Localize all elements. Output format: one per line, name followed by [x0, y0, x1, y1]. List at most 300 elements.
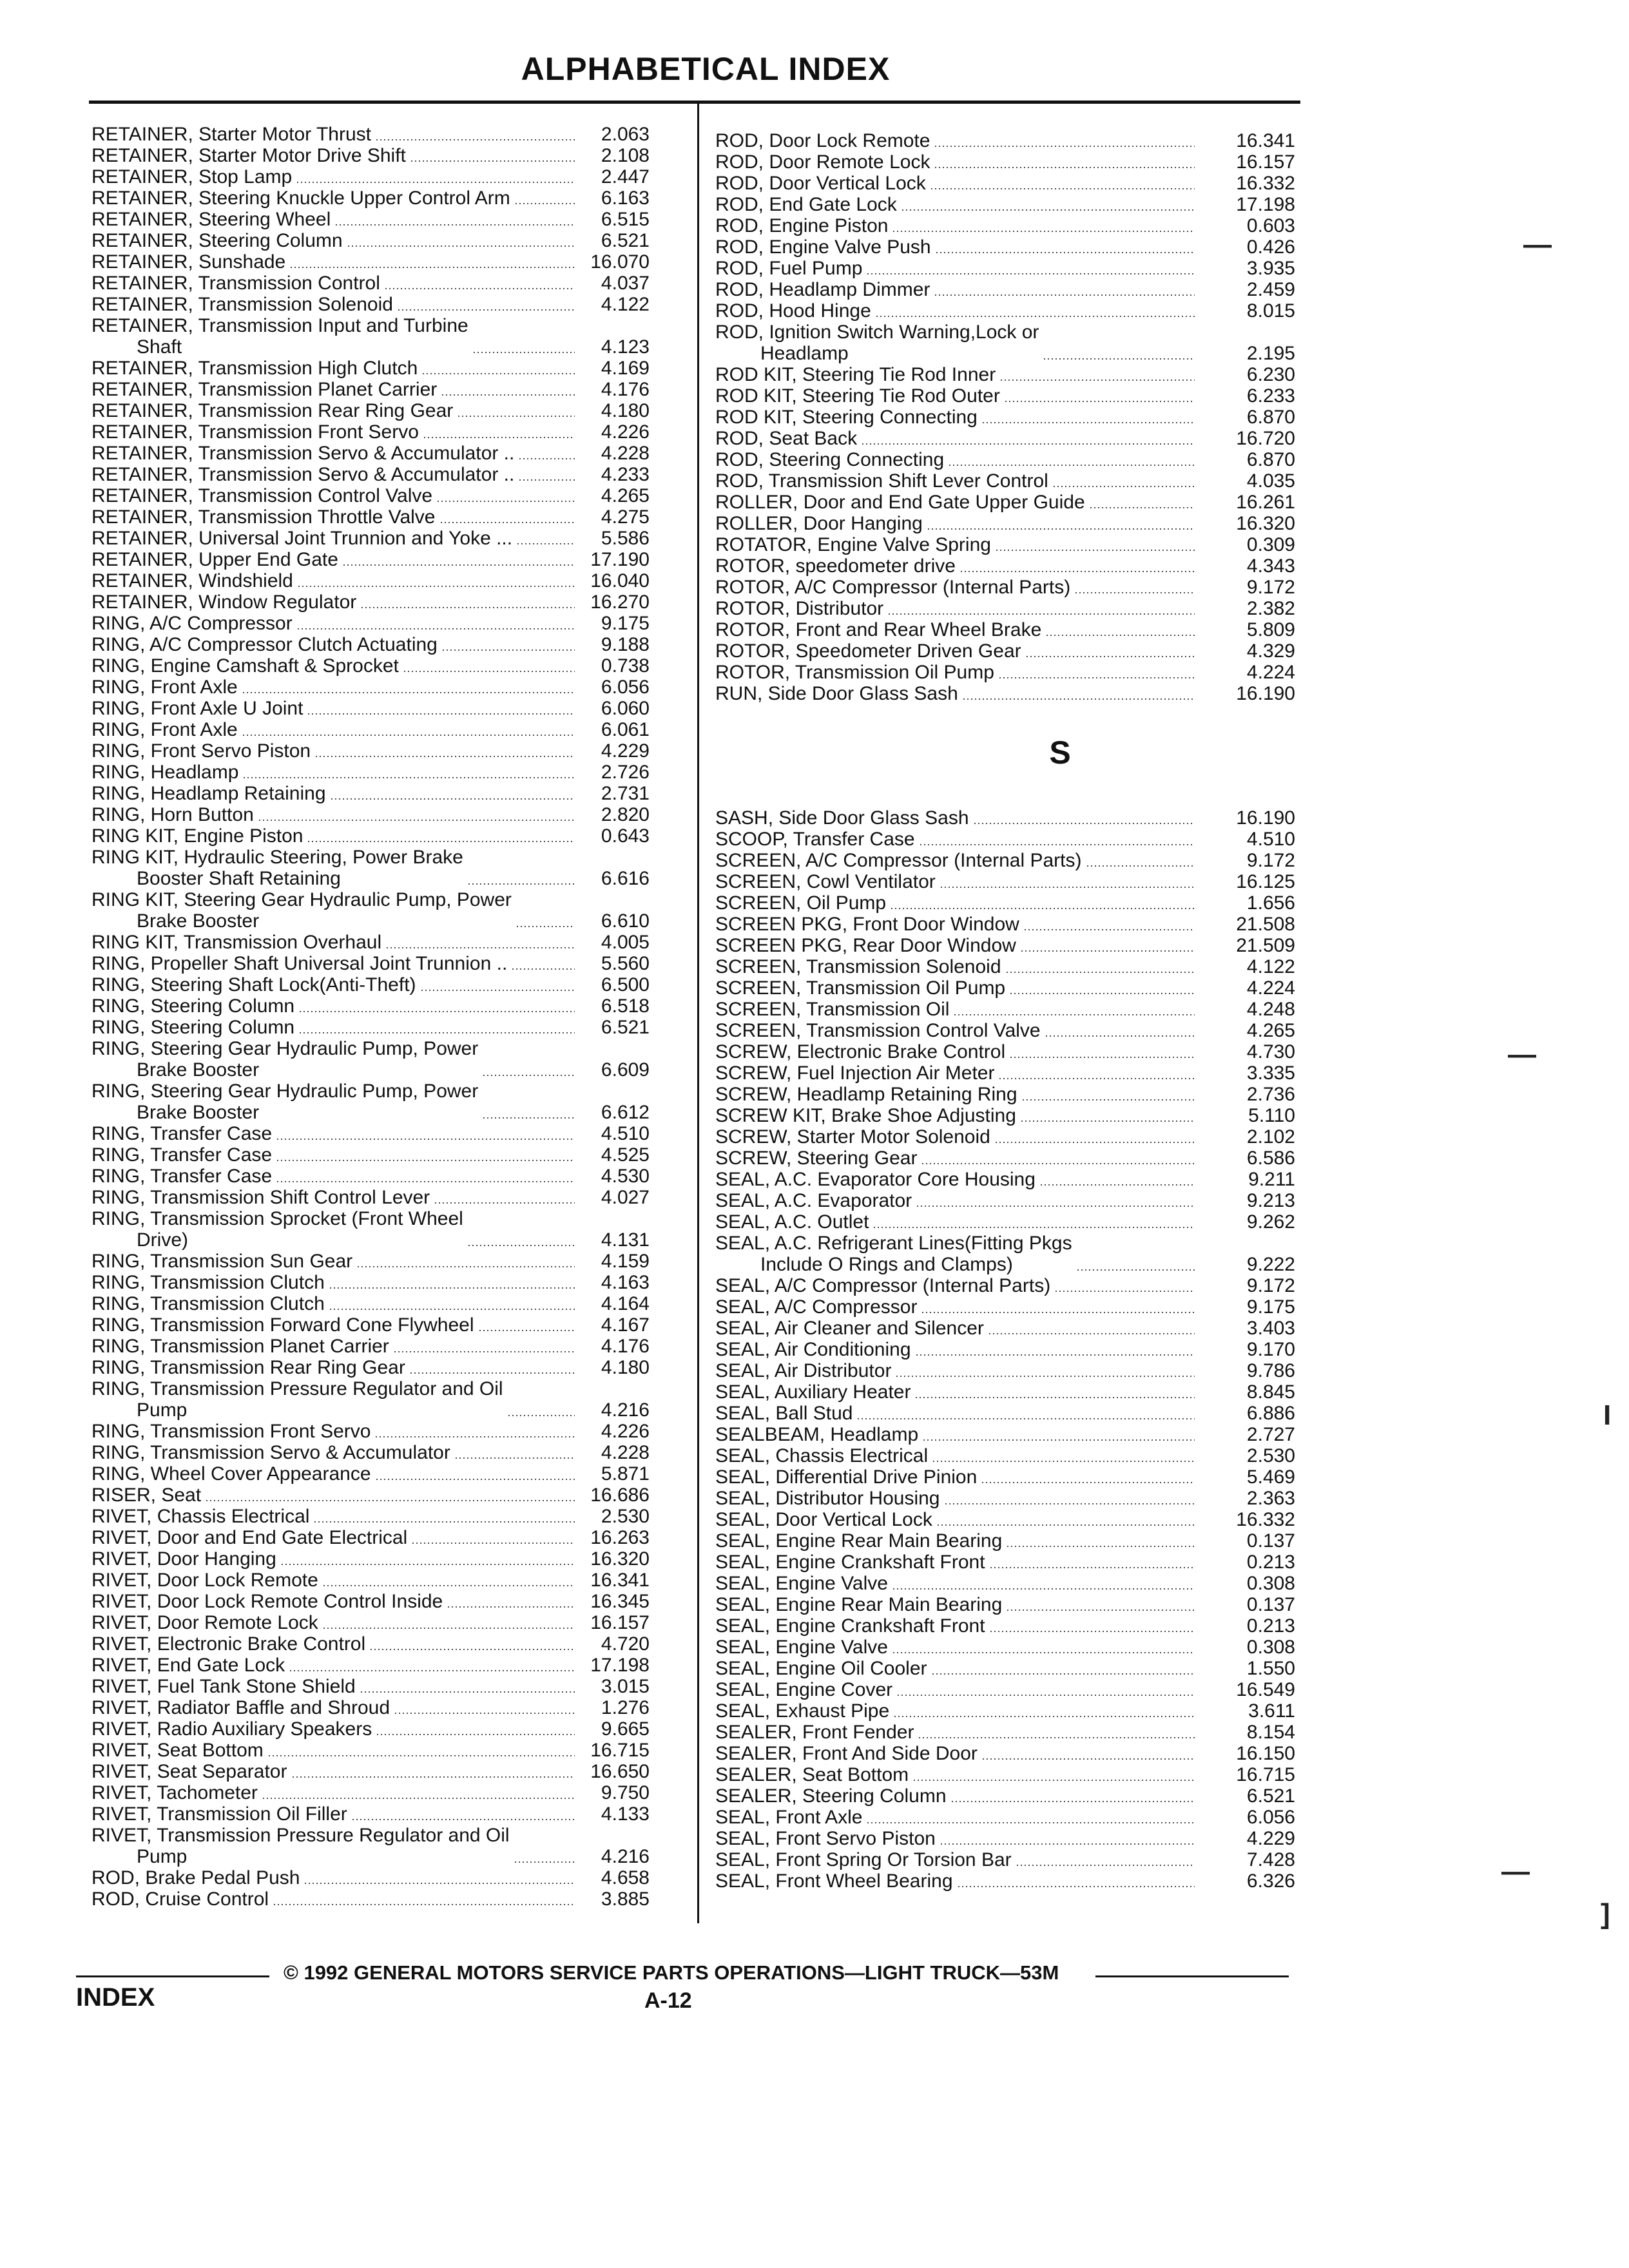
page-reference: 6.326	[1246, 1870, 1295, 1892]
entry-label: RIVET, Chassis Electrical	[92, 1506, 310, 1527]
page-reference: 2.382	[1246, 598, 1295, 619]
entry-label: RIVET, Door Remote Lock	[92, 1612, 318, 1633]
index-entry	[715, 956, 1295, 977]
dot-leader	[516, 543, 575, 544]
index-entry	[715, 1020, 1295, 1041]
entry-label: RISER, Seat	[92, 1485, 202, 1506]
page-reference: 4.329	[1246, 640, 1295, 662]
entry-label: RING, Transfer Case	[92, 1166, 273, 1187]
page-reference: 2.530	[601, 1506, 650, 1527]
index-entry	[715, 513, 1295, 534]
index-entry	[92, 230, 650, 251]
entry-label: SEAL, Air Distributor	[715, 1360, 892, 1381]
entry-label: SEAL, Air Conditioning	[715, 1339, 911, 1360]
dot-leader	[1009, 993, 1195, 994]
index-entry	[92, 485, 650, 506]
entry-label: SEAL, Front Axle	[715, 1807, 863, 1828]
dot-leader	[866, 1822, 1195, 1823]
dot-leader	[927, 528, 1195, 530]
entry-label: RETAINER, Transmission Rear Ring Gear	[92, 400, 454, 421]
footer-section: INDEX	[76, 1983, 155, 2012]
index-entry	[715, 914, 1295, 935]
page-reference: 6.515	[601, 209, 650, 230]
entry-label: RING, Front Servo Piston	[92, 740, 311, 762]
page-reference: 4.180	[601, 1357, 650, 1378]
index-entry	[715, 1105, 1295, 1126]
entry-label: SEAL, Door Vertical Lock	[715, 1509, 932, 1530]
dot-leader	[989, 1631, 1195, 1632]
margin-mark: —	[1501, 1856, 1530, 1887]
entry-label: RING, Propeller Shaft Universal Joint Trunnion ..	[92, 953, 508, 974]
page-reference: 4.027	[601, 1187, 650, 1208]
page-reference: 9.175	[1246, 1296, 1295, 1318]
page-reference: 4.122	[601, 294, 650, 315]
page-reference: 16.320	[590, 1548, 650, 1570]
index-entry	[92, 1336, 650, 1357]
footer-copyright: © 1992 GENERAL MOTORS SERVICE PARTS OPERATIONS—LIGHT TRUCK—53M	[284, 1961, 1059, 1984]
index-entry	[715, 1679, 1295, 1700]
dot-leader	[409, 1372, 575, 1374]
page-reference: 2.820	[601, 804, 650, 825]
column-divider	[697, 103, 699, 1923]
index-entry	[92, 1548, 650, 1570]
entry-label: ROD, Door Remote Lock	[715, 151, 930, 173]
dot-leader	[360, 1691, 575, 1693]
page-reference: 2.363	[1246, 1488, 1295, 1509]
index-entry	[92, 145, 650, 166]
entry-label: RETAINER, Transmission Throttle Valve	[92, 506, 436, 528]
dot-leader	[298, 1011, 575, 1012]
page-reference: 3.885	[601, 1888, 650, 1910]
entry-label: SEAL, Air Cleaner and Silencer	[715, 1318, 984, 1339]
index-entry	[92, 1633, 650, 1655]
page-reference: 16.263	[590, 1527, 650, 1548]
entry-label: SCREEN PKG, Rear Door Window	[715, 935, 1016, 956]
page-reference: 17.190	[590, 549, 650, 570]
index-entry	[92, 783, 650, 804]
index-entry	[715, 322, 1295, 364]
dot-leader	[334, 224, 575, 226]
dot-leader	[454, 1457, 575, 1459]
right-column	[715, 130, 1295, 1892]
index-entry	[92, 1591, 650, 1612]
dot-leader	[944, 1503, 1195, 1504]
index-entry	[92, 1293, 650, 1314]
page-reference: 5.560	[601, 953, 650, 974]
dot-leader	[901, 209, 1195, 211]
index-entry	[92, 1463, 650, 1485]
dot-leader	[482, 1075, 575, 1076]
index-entry	[715, 1785, 1295, 1807]
index-entry	[715, 935, 1295, 956]
dot-leader	[932, 1461, 1195, 1462]
page-reference: 16.070	[590, 251, 650, 273]
index-entry	[715, 807, 1295, 829]
page-reference: 3.935	[1246, 258, 1295, 279]
index-entry	[715, 173, 1295, 194]
page-reference: 4.005	[601, 932, 650, 953]
entry-label-line1: RING, Transmission Pressure Regulator and Oil	[92, 1378, 503, 1399]
dot-leader	[872, 1227, 1195, 1228]
page-reference: 2.727	[1246, 1424, 1295, 1445]
index-entry	[715, 577, 1295, 598]
entry-label-line1: RING, Transmission Sprocket (Front Wheel	[92, 1208, 463, 1229]
entry-label: RING, Transmission Shift Control Lever	[92, 1187, 430, 1208]
page-reference: 9.175	[601, 613, 650, 634]
entry-label	[92, 315, 468, 358]
page-reference: 9.750	[601, 1782, 650, 1803]
index-entry	[715, 598, 1295, 619]
dot-leader	[916, 1206, 1195, 1207]
page-reference: 4.228	[601, 1442, 650, 1463]
index-entry	[92, 1676, 650, 1697]
page-reference: 16.686	[590, 1485, 650, 1506]
dot-leader	[280, 1564, 575, 1565]
page-reference: 9.262	[1246, 1211, 1295, 1233]
entry-label: ROTOR, Distributor	[715, 598, 884, 619]
page-reference: 16.270	[590, 591, 650, 613]
entry-label: RING, Transmission Planet Carrier	[92, 1336, 389, 1357]
index-entry	[715, 428, 1295, 449]
index-entry	[715, 1211, 1295, 1233]
page-reference: 1.276	[601, 1697, 650, 1718]
dot-leader	[918, 1737, 1195, 1738]
entry-label: SEAL, Front Spring Or Torsion Bar	[715, 1849, 1012, 1870]
dot-leader	[518, 479, 575, 481]
entry-label: SCREEN PKG, Front Door Window	[715, 914, 1019, 935]
index-entry	[715, 1084, 1295, 1105]
page-reference: 6.870	[1246, 449, 1295, 470]
entry-label: RING, Transmission Front Servo	[92, 1421, 371, 1442]
page-reference: 9.170	[1246, 1339, 1295, 1360]
index-entry	[715, 385, 1295, 407]
index-entry	[92, 400, 650, 421]
index-entry	[92, 1081, 650, 1123]
entry-label: SEAL, Engine Crankshaft Front	[715, 1552, 985, 1573]
index-entry	[715, 407, 1295, 428]
entry-label: ROD KIT, Steering Tie Rod Inner	[715, 364, 996, 385]
entry-label-line1: ROD, Ignition Switch Warning,Lock or	[715, 322, 1039, 343]
dot-leader	[922, 1439, 1195, 1441]
dot-leader	[856, 1418, 1195, 1419]
dot-leader	[914, 1397, 1195, 1398]
entry-label: SCREW, Starter Motor Solenoid	[715, 1126, 990, 1148]
entry-label: SCREW, Fuel Injection Air Meter	[715, 1062, 995, 1084]
dot-leader	[511, 968, 575, 970]
index-entry	[92, 273, 650, 294]
dot-leader	[276, 1139, 575, 1140]
dot-leader	[518, 458, 575, 459]
index-entry	[715, 492, 1295, 513]
index-entry	[715, 1552, 1295, 1573]
index-entry	[92, 315, 650, 358]
entry-label: SCREEN, Transmission Oil	[715, 999, 950, 1020]
dot-leader	[1021, 1099, 1195, 1100]
index-entry	[92, 1442, 650, 1463]
entry-label: RING, Front Axle U Joint	[92, 698, 304, 719]
index-entry	[92, 1314, 650, 1336]
index-entry	[715, 215, 1295, 236]
entry-label: RING, Headlamp	[92, 762, 239, 783]
dot-leader	[998, 1078, 1195, 1079]
title-rule	[89, 101, 1300, 104]
dot-leader	[374, 1436, 575, 1437]
index-entry	[715, 1360, 1295, 1381]
dot-leader	[410, 160, 575, 162]
page-number: A-12	[644, 1988, 692, 2013]
index-entry	[92, 1570, 650, 1591]
page-reference: 4.265	[1246, 1020, 1295, 1041]
entry-label: SCREEN, Transmission Solenoid	[715, 956, 1001, 977]
index-entry	[715, 640, 1295, 662]
page-reference: 4.123	[601, 336, 650, 358]
entry-label-line1: RING KIT, Hydraulic Steering, Power Brake	[92, 847, 463, 868]
entry-label: RETAINER, Starter Motor Drive Shift	[92, 145, 406, 166]
dot-leader	[940, 887, 1195, 888]
dot-leader	[514, 203, 575, 204]
entry-label: SEAL, Engine Valve	[715, 1573, 888, 1594]
entry-label: SASH, Side Door Glass Sash	[715, 807, 969, 829]
page-reference: 4.176	[601, 379, 650, 400]
page-reference: 4.180	[601, 400, 650, 421]
index-entry	[92, 698, 650, 719]
page-reference: 3.403	[1246, 1318, 1295, 1339]
entry-label: RING, Steering Column	[92, 995, 295, 1017]
entry-label: SCREW KIT, Brake Shoe Adjusting	[715, 1105, 1016, 1126]
entry-label: SCREW, Electronic Brake Control	[715, 1041, 1006, 1062]
entry-label: RING, Transmission Clutch	[92, 1293, 325, 1314]
page-reference: 16.650	[590, 1761, 650, 1782]
page-reference: 21.509	[1236, 935, 1295, 956]
page-reference: 9.172	[1246, 1275, 1295, 1296]
entry-label-continuation: Pump	[137, 1399, 188, 1421]
entry-label: ROD, Brake Pedal Push	[92, 1867, 300, 1888]
page-reference: 6.616	[601, 868, 650, 889]
index-entry	[715, 1828, 1295, 1849]
index-entry	[715, 1594, 1295, 1615]
dot-leader	[931, 1673, 1195, 1675]
entry-label-continuation: Booster Shaft Retaining	[137, 868, 341, 889]
entry-label: RETAINER, Transmission High Clutch	[92, 358, 418, 379]
entry-label: SEALBEAM, Headlamp	[715, 1424, 919, 1445]
page-reference: 0.137	[1246, 1594, 1295, 1615]
page-reference: 7.428	[1246, 1849, 1295, 1870]
entry-label: RING, Steering Column	[92, 1017, 295, 1038]
index-entry	[715, 683, 1295, 704]
page-reference: 4.730	[1246, 1041, 1295, 1062]
dot-leader	[267, 1755, 575, 1756]
page-reference: 4.229	[601, 740, 650, 762]
entry-label-continuation: Drive)	[137, 1229, 188, 1251]
entry-label: SCREW, Headlamp Retaining Ring	[715, 1084, 1017, 1105]
entry-label: ROTOR, Transmission Oil Pump	[715, 662, 994, 683]
index-entry	[715, 279, 1295, 300]
index-entry	[715, 1658, 1295, 1679]
entry-label: SEALER, Front Fender	[715, 1722, 914, 1743]
page-reference: 4.226	[601, 421, 650, 443]
page-reference: 8.154	[1246, 1722, 1295, 1743]
page-reference: 0.213	[1246, 1552, 1295, 1573]
page-title: ALPHABETICAL INDEX	[521, 51, 891, 87]
dot-leader	[892, 1652, 1195, 1653]
page-reference: 16.332	[1236, 173, 1295, 194]
index-entry	[92, 953, 650, 974]
entry-label	[92, 1825, 510, 1867]
page-reference: 0.308	[1246, 1637, 1295, 1658]
index-entry	[92, 847, 650, 889]
page-reference: 0.309	[1246, 534, 1295, 555]
index-entry	[715, 300, 1295, 322]
dot-leader	[1089, 507, 1195, 508]
entry-label-continuation: Include O Rings and Clamps)	[760, 1254, 1013, 1275]
dot-leader	[981, 1482, 1195, 1483]
index-entry	[715, 1743, 1295, 1764]
entry-label: SEAL, Differential Drive Pinion	[715, 1466, 978, 1488]
dot-leader	[989, 1567, 1195, 1568]
dot-leader	[890, 908, 1195, 909]
entry-label: RING, Transmission Rear Ring Gear	[92, 1357, 405, 1378]
index-entry	[715, 1764, 1295, 1785]
entry-label: SEAL, Engine Rear Main Bearing	[715, 1594, 1003, 1615]
dot-leader	[375, 139, 575, 140]
dot-leader	[342, 564, 575, 566]
entry-label: ROTOR, Speedometer Driven Gear	[715, 640, 1021, 662]
page-reference: 2.447	[601, 166, 650, 187]
index-entry	[715, 151, 1295, 173]
page-reference: 0.213	[1246, 1615, 1295, 1637]
dot-leader	[421, 373, 575, 374]
dot-leader	[959, 571, 1195, 572]
page-reference: 0.738	[601, 655, 650, 677]
dot-leader	[1006, 1610, 1195, 1611]
page-reference: 16.320	[1236, 513, 1295, 534]
footer-rule	[76, 1975, 269, 1977]
page-reference: 4.216	[601, 1846, 650, 1867]
page-reference: 9.172	[1246, 850, 1295, 871]
index-entry	[715, 1870, 1295, 1892]
entry-label-line1: RIVET, Transmission Pressure Regulator and Oil	[92, 1825, 510, 1846]
entry-label: SEALER, Seat Bottom	[715, 1764, 909, 1785]
dot-leader	[861, 443, 1195, 445]
dot-leader	[514, 1861, 575, 1863]
index-entry	[715, 1573, 1295, 1594]
index-entry	[715, 1381, 1295, 1403]
page-reference: 21.508	[1236, 914, 1295, 935]
entry-label	[715, 322, 1039, 364]
dot-leader	[322, 1585, 575, 1586]
page-reference: 6.060	[601, 698, 650, 719]
dot-leader	[329, 1309, 575, 1310]
entry-label	[715, 1233, 1072, 1275]
entry-label: RIVET, Door and End Gate Electrical	[92, 1527, 408, 1548]
page-reference: 4.224	[1246, 662, 1295, 683]
entry-label: RING, Engine Camshaft & Sprocket	[92, 655, 399, 677]
index-entry	[92, 740, 650, 762]
page-reference: 16.341	[590, 1570, 650, 1591]
page-reference: 4.658	[601, 1867, 650, 1888]
dot-leader	[887, 613, 1195, 615]
dot-leader	[439, 522, 575, 523]
dot-leader	[1076, 1269, 1195, 1271]
page-reference: 9.665	[601, 1718, 650, 1740]
entry-label: RETAINER, Transmission Servo & Accumulator ..	[92, 443, 515, 464]
dot-leader	[1052, 486, 1195, 487]
page-reference: 3.015	[601, 1676, 650, 1697]
dot-leader	[1045, 635, 1195, 636]
dot-leader	[467, 883, 575, 885]
page-reference: 16.190	[1236, 807, 1295, 829]
page-reference: 4.510	[601, 1123, 650, 1144]
entry-label: RIVET, Radio Auxiliary Speakers	[92, 1718, 372, 1740]
index-entry	[92, 1208, 650, 1251]
margin-mark: I	[1603, 1399, 1612, 1431]
entry-label: ROD, Headlamp Dimmer	[715, 279, 930, 300]
page-reference: 6.233	[1246, 385, 1295, 407]
page-reference: 6.610	[601, 910, 650, 932]
dot-leader	[242, 777, 575, 778]
index-entry	[715, 829, 1295, 850]
index-entry	[92, 1017, 650, 1038]
page-reference: 16.715	[1236, 1764, 1295, 1785]
page-reference: 17.198	[590, 1655, 650, 1676]
entry-label	[92, 1081, 478, 1123]
page-reference: 6.521	[601, 230, 650, 251]
entry-label: ROD, End Gate Lock	[715, 194, 897, 215]
page-reference: 9.222	[1246, 1254, 1295, 1275]
dot-leader	[1020, 950, 1195, 952]
dot-leader	[482, 1117, 575, 1119]
dot-leader	[934, 146, 1195, 147]
page-reference: 2.063	[601, 124, 650, 145]
page-reference: 0.137	[1246, 1530, 1295, 1552]
dot-leader	[892, 231, 1195, 232]
page-reference: 6.163	[601, 187, 650, 209]
entry-label: RING, Front Axle	[92, 677, 238, 698]
entry-label: ROD, Fuel Pump	[715, 258, 863, 279]
dot-leader	[1086, 865, 1195, 867]
dot-leader	[973, 823, 1195, 824]
index-entry	[715, 534, 1295, 555]
entry-label	[92, 1378, 503, 1421]
index-entry	[92, 1506, 650, 1527]
dot-leader	[411, 1542, 575, 1544]
index-entry	[92, 1718, 650, 1740]
page-reference: 6.609	[601, 1059, 650, 1081]
dot-leader	[330, 798, 575, 800]
entry-label: RETAINER, Steering Column	[92, 230, 343, 251]
margin-mark: —	[1508, 1039, 1536, 1070]
dot-leader	[258, 820, 575, 821]
page-reference: 5.110	[1248, 1105, 1295, 1126]
dot-leader	[892, 1588, 1195, 1590]
entry-label: SEALER, Steering Column	[715, 1785, 947, 1807]
dot-leader	[376, 1734, 575, 1735]
entry-label: SCREEN, A/C Compressor (Internal Parts)	[715, 850, 1082, 871]
page-reference: 16.341	[1236, 130, 1295, 151]
entry-label: SCREEN, Cowl Ventilator	[715, 871, 936, 892]
page-reference: 1.550	[1246, 1658, 1295, 1679]
dot-leader	[935, 252, 1195, 253]
page-reference: 4.176	[601, 1336, 650, 1357]
index-entry	[715, 1126, 1295, 1148]
entry-label: RIVET, Electronic Brake Control	[92, 1633, 366, 1655]
page-reference: 2.195	[1246, 343, 1295, 364]
dot-leader	[1023, 929, 1195, 930]
dot-leader	[1016, 1865, 1195, 1866]
dot-leader	[962, 698, 1195, 700]
index-entry	[92, 613, 650, 634]
entry-label: ROD, Transmission Shift Lever Control	[715, 470, 1048, 492]
